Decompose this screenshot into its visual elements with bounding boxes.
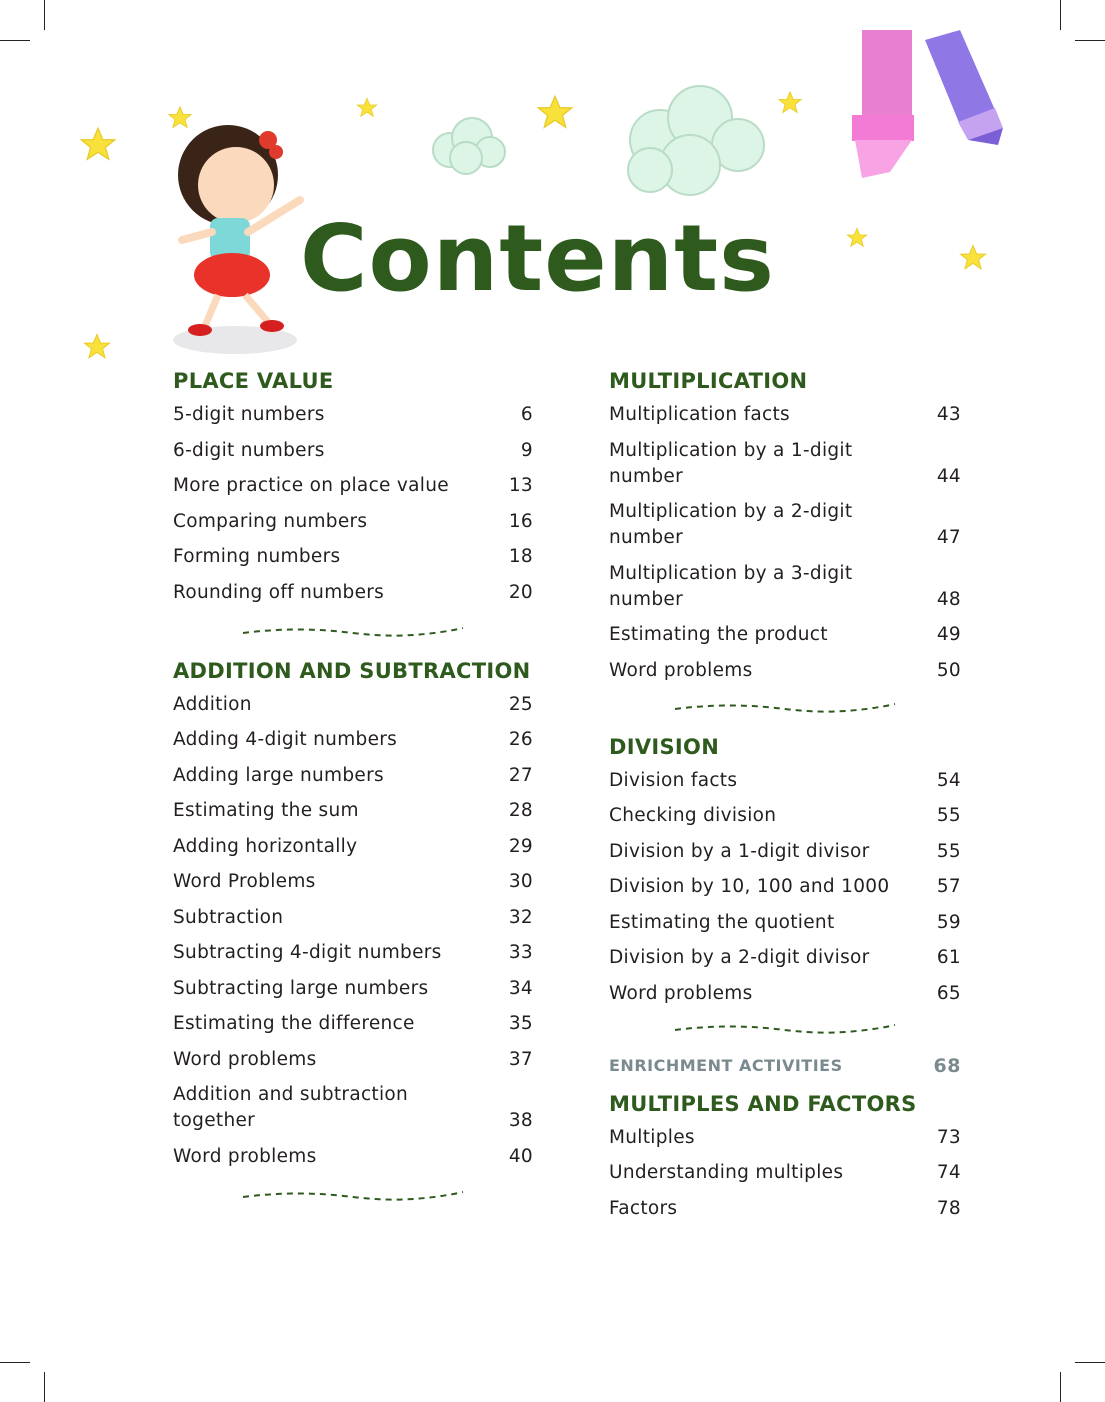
toc-page: 38 [508, 1110, 533, 1131]
crayon-pink-icon [852, 30, 914, 178]
toc-page: 30 [508, 871, 533, 892]
right-column [609, 368, 961, 1231]
toc-label: Understanding multiples [609, 1162, 844, 1183]
toc-page: 18 [508, 546, 533, 567]
star-icon [960, 245, 985, 268]
star-icon [779, 92, 801, 113]
toc-label: Multiplication facts [609, 404, 790, 425]
cloud-icon [433, 118, 505, 174]
toc-page: 55 [936, 840, 961, 862]
toc-label: Addition [173, 693, 252, 715]
toc-row[interactable] [173, 692, 533, 718]
decorative-header-art [0, 0, 1105, 370]
toc-page: 32 [508, 906, 533, 928]
toc-label: More practice on place value [173, 475, 449, 496]
toc-page: 57 [936, 876, 961, 897]
enrichment-row[interactable] [609, 1055, 961, 1077]
toc-label: Multiplication by a 3-digit number [609, 562, 853, 610]
toc-row[interactable] [609, 561, 961, 613]
star-icon [169, 107, 191, 128]
toc-row[interactable] [609, 1160, 961, 1186]
toc-row[interactable] [173, 905, 533, 931]
cloud-icon [628, 86, 764, 195]
toc-page: 59 [936, 911, 961, 933]
toc-label: Estimating the difference [173, 1013, 415, 1034]
toc-label: Estimating the quotient [609, 911, 835, 933]
toc-label: Multiples [609, 1126, 695, 1148]
page-title: Contents [300, 205, 775, 312]
section-heading: ADDITION AND SUBTRACTION [173, 658, 531, 683]
star-icon [538, 96, 572, 127]
toc-page: 9 [520, 439, 533, 461]
toc-row[interactable] [173, 1011, 533, 1037]
toc-page: 20 [508, 581, 533, 603]
toc-page: 34 [508, 977, 533, 999]
toc-page: 29 [508, 835, 533, 857]
toc-label: Adding horizontally [173, 835, 358, 857]
toc-label: Word problems [173, 1145, 317, 1167]
toc-row[interactable] [609, 622, 961, 648]
divider-wave [670, 700, 900, 714]
toc-row[interactable] [173, 727, 533, 753]
toc-page: 43 [936, 404, 961, 425]
toc-label: Estimating the product [609, 624, 828, 645]
toc-row[interactable] [173, 798, 533, 824]
toc-label: Multiplication by a 2-digit number [609, 501, 853, 548]
toc-row[interactable] [609, 438, 961, 490]
left-column [173, 368, 533, 1202]
toc-label: Word Problems [173, 871, 316, 892]
toc-page: 37 [508, 1048, 533, 1070]
toc-row[interactable] [173, 509, 533, 535]
toc-page: 74 [936, 1162, 961, 1183]
toc-label: Division by a 2-digit divisor [609, 947, 870, 968]
toc-page: 48 [936, 588, 961, 610]
toc-page: 54 [936, 769, 961, 791]
toc-label: Subtraction [173, 906, 284, 928]
toc-page: 27 [508, 764, 533, 786]
toc-label: Subtracting 4-digit numbers [173, 942, 442, 963]
toc-row[interactable] [609, 499, 961, 551]
section-heading: MULTIPLICATION [609, 369, 808, 393]
toc-label: Comparing numbers [173, 510, 368, 532]
toc-row[interactable] [173, 1047, 533, 1073]
toc-page: 16 [508, 510, 533, 532]
star-icon [847, 228, 867, 246]
divider-wave [238, 624, 468, 638]
toc-row[interactable] [173, 869, 533, 895]
toc-row[interactable] [173, 544, 533, 570]
toc-row[interactable] [173, 834, 533, 860]
toc-label: Word problems [609, 659, 753, 681]
toc-row[interactable] [609, 945, 961, 971]
toc-label: Word problems [609, 982, 753, 1004]
toc-row[interactable] [609, 402, 961, 428]
toc-page: 35 [508, 1013, 533, 1034]
toc-page: 40 [508, 1145, 533, 1167]
section-addition-subtraction [173, 658, 533, 1170]
toc-label: Subtracting large numbers [173, 977, 429, 999]
crop-mark [0, 1362, 30, 1363]
toc-row[interactable] [173, 1144, 533, 1170]
section-multiplication [609, 368, 961, 684]
crop-mark [44, 1372, 45, 1402]
toc-row[interactable] [609, 910, 961, 936]
section-place-value [173, 368, 533, 606]
toc-page: 61 [936, 947, 961, 968]
toc-label: Division by a 1-digit divisor [609, 840, 870, 862]
star-icon [357, 98, 377, 116]
toc-page: 25 [508, 693, 533, 715]
toc-label: Division by 10, 100 and 1000 [609, 876, 890, 897]
toc-row[interactable] [173, 1082, 533, 1134]
toc-row[interactable] [173, 473, 533, 499]
enrichment-page: 68 [933, 1054, 961, 1077]
toc-row[interactable] [609, 981, 961, 1007]
toc-page: 13 [508, 475, 533, 496]
toc-page: 49 [936, 624, 961, 645]
divider-wave [238, 1188, 468, 1202]
star-icon [81, 128, 115, 159]
toc-page: 33 [508, 942, 533, 963]
toc-row[interactable] [609, 803, 961, 829]
toc-page: 26 [508, 729, 533, 750]
toc-page: 28 [508, 800, 533, 821]
girl-illustration-icon [173, 125, 300, 354]
toc-label: Adding large numbers [173, 764, 384, 786]
section-heading: MULTIPLES AND FACTORS [609, 1091, 917, 1116]
toc-label: 6-digit numbers [173, 439, 325, 461]
section-heading: DIVISION [609, 734, 720, 759]
toc-row[interactable] [609, 1196, 961, 1222]
toc-row[interactable] [609, 768, 961, 794]
toc-page: 44 [936, 465, 961, 487]
toc-label: Estimating the sum [173, 800, 359, 821]
toc-row[interactable] [609, 658, 961, 684]
crop-mark [1060, 1372, 1061, 1402]
section-heading: PLACE VALUE [173, 369, 334, 393]
section-division [609, 734, 961, 1007]
toc-row[interactable] [173, 402, 533, 428]
toc-row[interactable] [173, 438, 533, 464]
toc-label: Addition and subtraction together [173, 1084, 409, 1131]
toc-label: Multiplication by a 1-digit number [609, 439, 853, 487]
toc-row[interactable] [173, 976, 533, 1002]
divider-wave [670, 1021, 900, 1035]
toc-row[interactable] [173, 580, 533, 606]
crayon-purple-icon [925, 30, 1003, 145]
toc-label: Division facts [609, 769, 738, 791]
toc-page: 50 [936, 659, 961, 681]
toc-page: 47 [936, 527, 961, 548]
toc-label: Word problems [173, 1048, 317, 1070]
toc-label: Rounding off numbers [173, 581, 385, 603]
crop-mark [1075, 1362, 1105, 1363]
enrichment-label: ENRICHMENT ACTIVITIES [609, 1056, 843, 1075]
toc-page: 65 [936, 982, 961, 1004]
toc-label: 5-digit numbers [173, 404, 325, 425]
toc-page: 78 [936, 1197, 961, 1219]
toc-label: Factors [609, 1197, 678, 1219]
toc-row[interactable] [609, 839, 961, 865]
toc-page: 55 [936, 805, 961, 826]
toc-row[interactable] [609, 874, 961, 900]
section-multiples-factors [609, 1091, 961, 1222]
toc-row[interactable] [173, 763, 533, 789]
toc-label: Checking division [609, 805, 777, 826]
toc-label: Adding 4-digit numbers [173, 729, 398, 750]
toc-row[interactable] [609, 1125, 961, 1151]
toc-label: Forming numbers [173, 546, 341, 567]
toc-row[interactable] [173, 940, 533, 966]
toc-page: 6 [520, 404, 533, 425]
star-icon [84, 334, 109, 357]
toc-page: 73 [936, 1126, 961, 1148]
